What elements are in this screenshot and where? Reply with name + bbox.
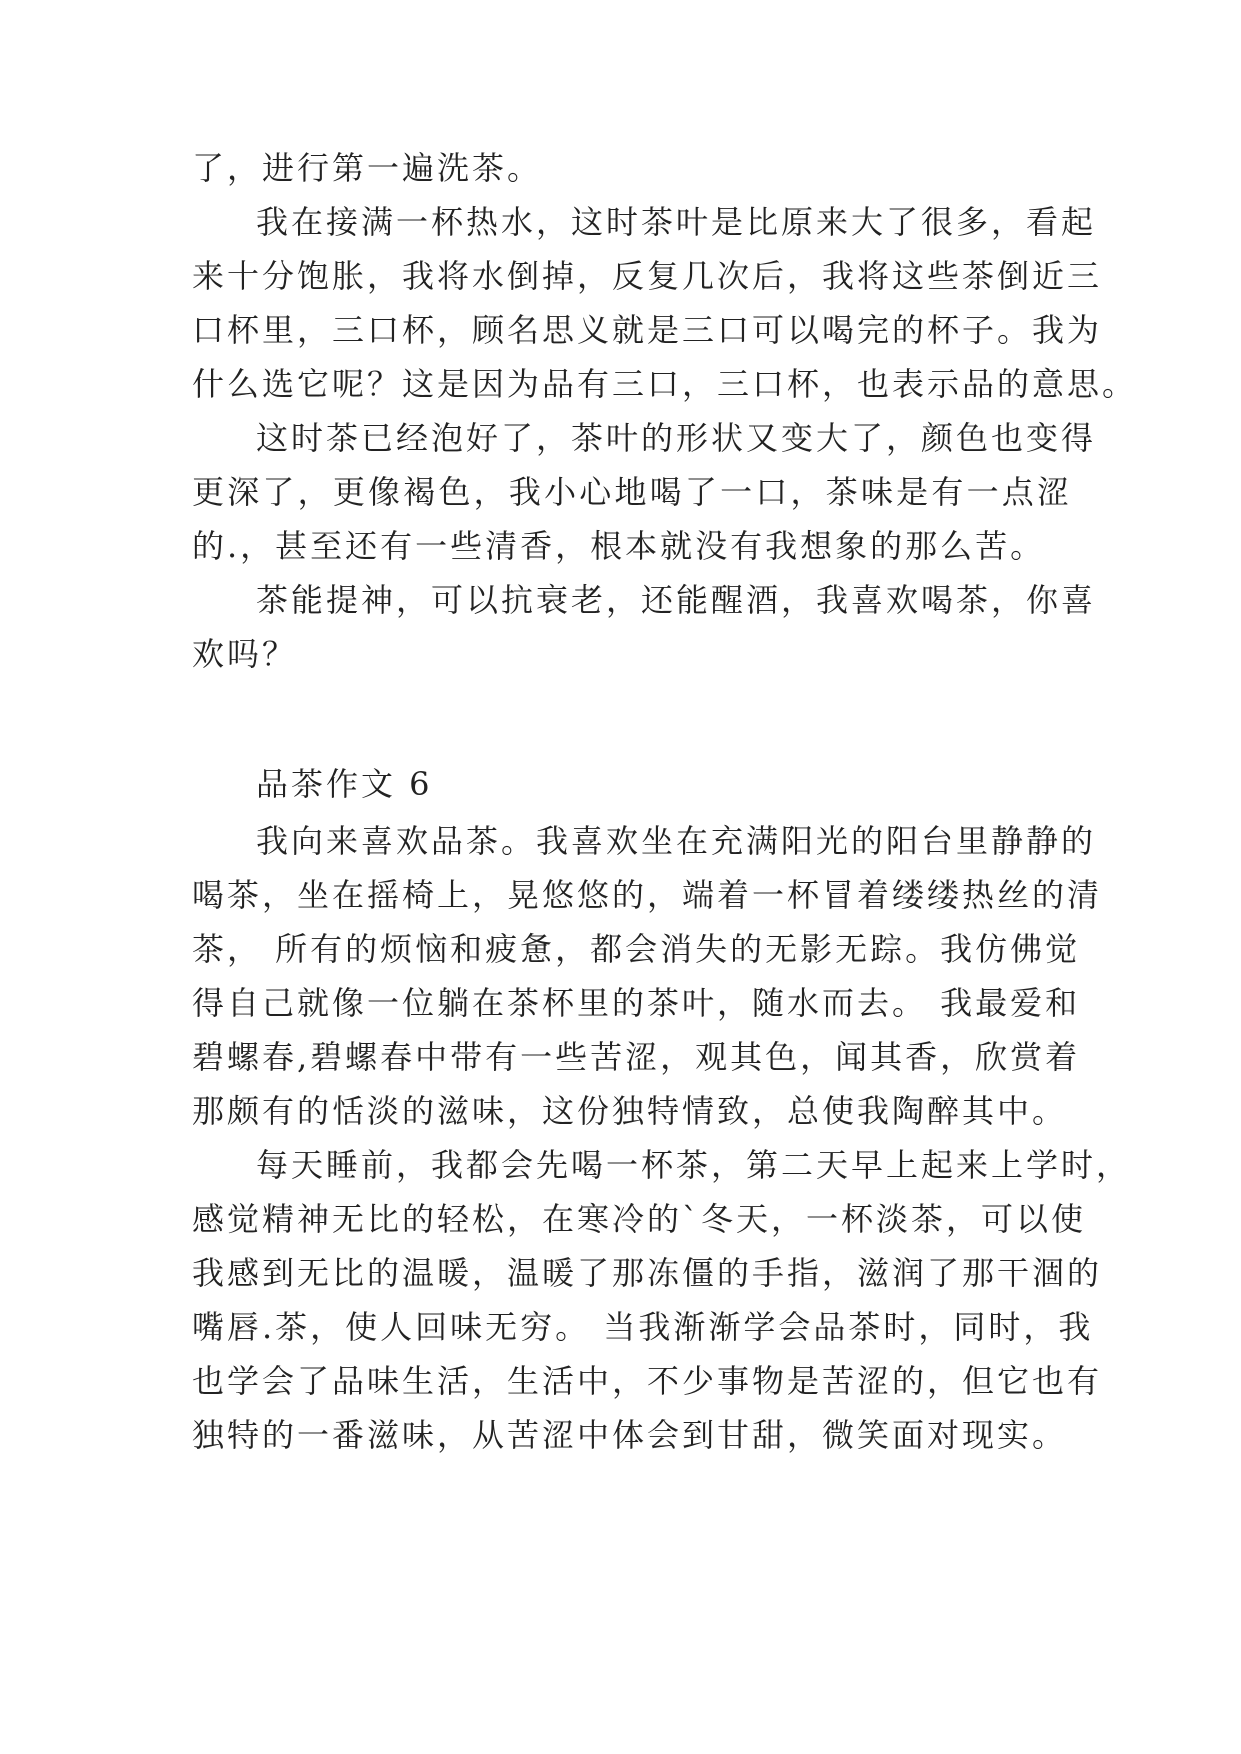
text-line: 的.，甚至还有一些清香，根本就没有我想象的那么苦。 — [192, 527, 1046, 565]
text-line: 独特的一番滋味，从苦涩中体会到甘甜，微笑面对现实。 — [192, 1416, 1068, 1454]
text-line: 我感到无比的温暖，温暖了那冻僵的手指，滋润了那干涸的 — [192, 1254, 1103, 1292]
section-heading: 品茶作文 6 — [256, 765, 433, 803]
paragraph-start-line: 茶能提神，可以抗衰老，还能醒酒，我喜欢喝茶，你喜 — [256, 581, 1097, 619]
text-line: 也学会了品味生活，生活中，不少事物是苦涩的，但它也有 — [192, 1362, 1103, 1400]
text-line: 欢吗？ — [192, 635, 298, 673]
text-line: 感觉精神无比的轻松，在寒冷的`冬天，一杯淡茶，可以使 — [192, 1200, 1087, 1238]
text-line: 喝茶，坐在摇椅上，晃悠悠的，端着一杯冒着缕缕热丝的清 — [192, 876, 1103, 914]
text-line: 茶， 所有的烦恼和疲惫，都会消失的无影无踪。我仿佛觉 — [192, 930, 1081, 968]
paragraph-start-line: 我向来喜欢品茶。我喜欢坐在充满阳光的阳台里静静的 — [256, 822, 1097, 860]
text-line: 碧螺春,碧螺春中带有一些苦涩，观其色，闻其香，欣赏着 — [192, 1038, 1081, 1076]
text-line: 口杯里，三口杯，顾名思义就是三口可以喝完的杯子。我为 — [192, 311, 1103, 349]
text-line: 得自己就像一位躺在茶杯里的茶叶，随水而去。 我最爱和 — [192, 984, 1081, 1022]
text-line: 更深了，更像褐色，我小心地喝了一口，茶味是有一点涩 — [192, 473, 1072, 511]
paragraph-start-line: 每天睡前，我都会先喝一杯茶，第二天早上起来上学时， — [256, 1146, 1132, 1184]
text-line: 那颇有的恬淡的滋味，这份独特情致，总使我陶醉其中。 — [192, 1092, 1068, 1130]
paragraph-start-line: 我在接满一杯热水，这时茶叶是比原来大了很多，看起 — [256, 203, 1097, 241]
paragraph-start-line: 这时茶已经泡好了，茶叶的形状又变大了，颜色也变得 — [256, 419, 1097, 457]
text-line: 嘴唇.茶，使人回味无穷。 当我渐渐学会品茶时，同时，我 — [192, 1308, 1094, 1346]
text-line: 来十分饱胀，我将水倒掉，反复几次后，我将这些茶倒近三 — [192, 257, 1103, 295]
text-line: 什么选它呢？这是因为品有三口，三口杯，也表示品的意思。 — [192, 365, 1138, 403]
text-line: 了，进行第一遍洗茶。 — [192, 149, 543, 187]
